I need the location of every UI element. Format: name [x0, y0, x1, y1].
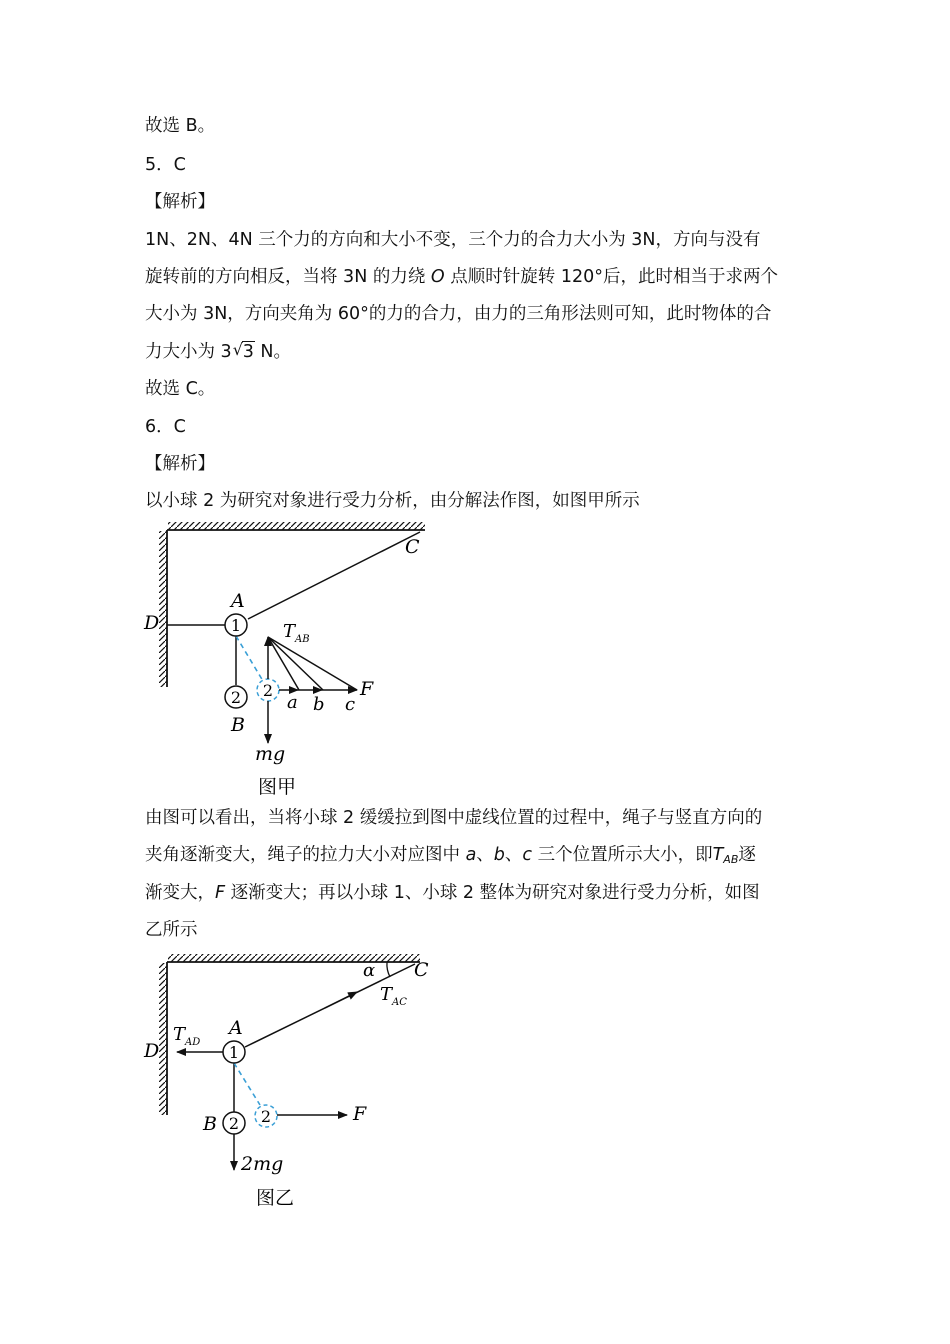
- alpha-arc: [387, 962, 390, 977]
- svg-text:D: D: [144, 612, 160, 634]
- t-ac-arrow: [325, 992, 357, 1008]
- svg-text:A: A: [231, 590, 245, 612]
- text-line-15: 乙所示: [145, 920, 198, 940]
- svg-text:AD: AD: [185, 1037, 201, 1048]
- svg-text:A: A: [229, 1017, 243, 1039]
- svg-text:D: D: [144, 1040, 160, 1062]
- svg-text:C: C: [414, 959, 429, 981]
- svg-text:B: B: [203, 1113, 217, 1135]
- sqrt-symbol: √ 3: [232, 340, 254, 362]
- text-line-5: 旋转前的方向相反，当将 3N 的力绕 O 点顺时针旋转 120°后，此时相当于求两个: [145, 267, 778, 287]
- svg-text:a: a: [287, 692, 298, 713]
- svg-text:2: 2: [260, 1107, 272, 1126]
- wall-ceiling-2: [159, 954, 420, 1115]
- svg-text:图甲: 图甲: [258, 776, 297, 798]
- svg-text:2: 2: [228, 1114, 240, 1133]
- svg-text:T: T: [380, 984, 393, 1005]
- svg-text:F: F: [360, 678, 374, 700]
- svg-text:mg: mg: [255, 743, 286, 765]
- text-line-10: 【解析】: [145, 454, 215, 474]
- text-line-11: 以小球 2 为研究对象进行受力分析，由分解法作图，如图甲所示: [145, 491, 640, 511]
- svg-text:T: T: [283, 621, 296, 642]
- svg-text:α: α: [363, 960, 376, 981]
- text-line-1: 故选 B。: [145, 116, 216, 136]
- text-line-13: 夹角逐渐变大，绳子的拉力大小对应图中 a、b、c 三个位置所示大小，即TAB逐: [145, 845, 756, 866]
- text-line-9: 6．C: [145, 417, 186, 437]
- line-to-c: [268, 637, 357, 690]
- text-line-12: 由图可以看出，当将小球 2 缓缓拉到图中虚线位置的过程中，绳子与竖直方向的: [145, 808, 763, 828]
- text-line-14: 渐变大，F 逐渐变大；再以小球 1、小球 2 整体为研究对象进行受力分析，如图: [145, 883, 760, 903]
- figure-jia: [135, 515, 445, 805]
- text-line-7: 力大小为 3 √ 3 N。: [145, 340, 291, 362]
- text-line-3: 【解析】: [145, 192, 215, 212]
- svg-text:1: 1: [230, 616, 242, 635]
- rope-ac: [248, 532, 420, 619]
- svg-text:F: F: [353, 1103, 367, 1125]
- svg-text:2mg: 2mg: [241, 1153, 284, 1175]
- arrowhead-b: [313, 686, 323, 694]
- svg-text:b: b: [313, 694, 325, 715]
- svg-text:C: C: [405, 536, 420, 558]
- svg-text:1: 1: [228, 1043, 240, 1062]
- figure-yi: [135, 950, 445, 1220]
- text-line-2: 5．C: [145, 155, 186, 175]
- svg-text:T: T: [173, 1024, 186, 1045]
- dashed-rope-2: [234, 1063, 260, 1105]
- wall-ceiling: [159, 522, 425, 687]
- svg-text:2: 2: [230, 688, 242, 707]
- svg-text:AB: AB: [295, 634, 310, 645]
- text-line-6: 大小为 3N，方向夹角为 60°的力的合力，由力的三角形法则可知，此时物体的合: [145, 304, 772, 324]
- svg-text:2: 2: [262, 681, 274, 700]
- svg-text:图乙: 图乙: [256, 1187, 295, 1209]
- svg-text:B: B: [231, 714, 245, 736]
- svg-text:AC: AC: [392, 997, 407, 1008]
- svg-text:c: c: [345, 694, 356, 715]
- text-line-8: 故选 C。: [145, 379, 216, 399]
- text-line-4: 1N、2N、4N 三个力的方向和大小不变，三个力的合力大小为 3N，方向与没有: [145, 230, 761, 250]
- dashed-rope: [236, 636, 263, 681]
